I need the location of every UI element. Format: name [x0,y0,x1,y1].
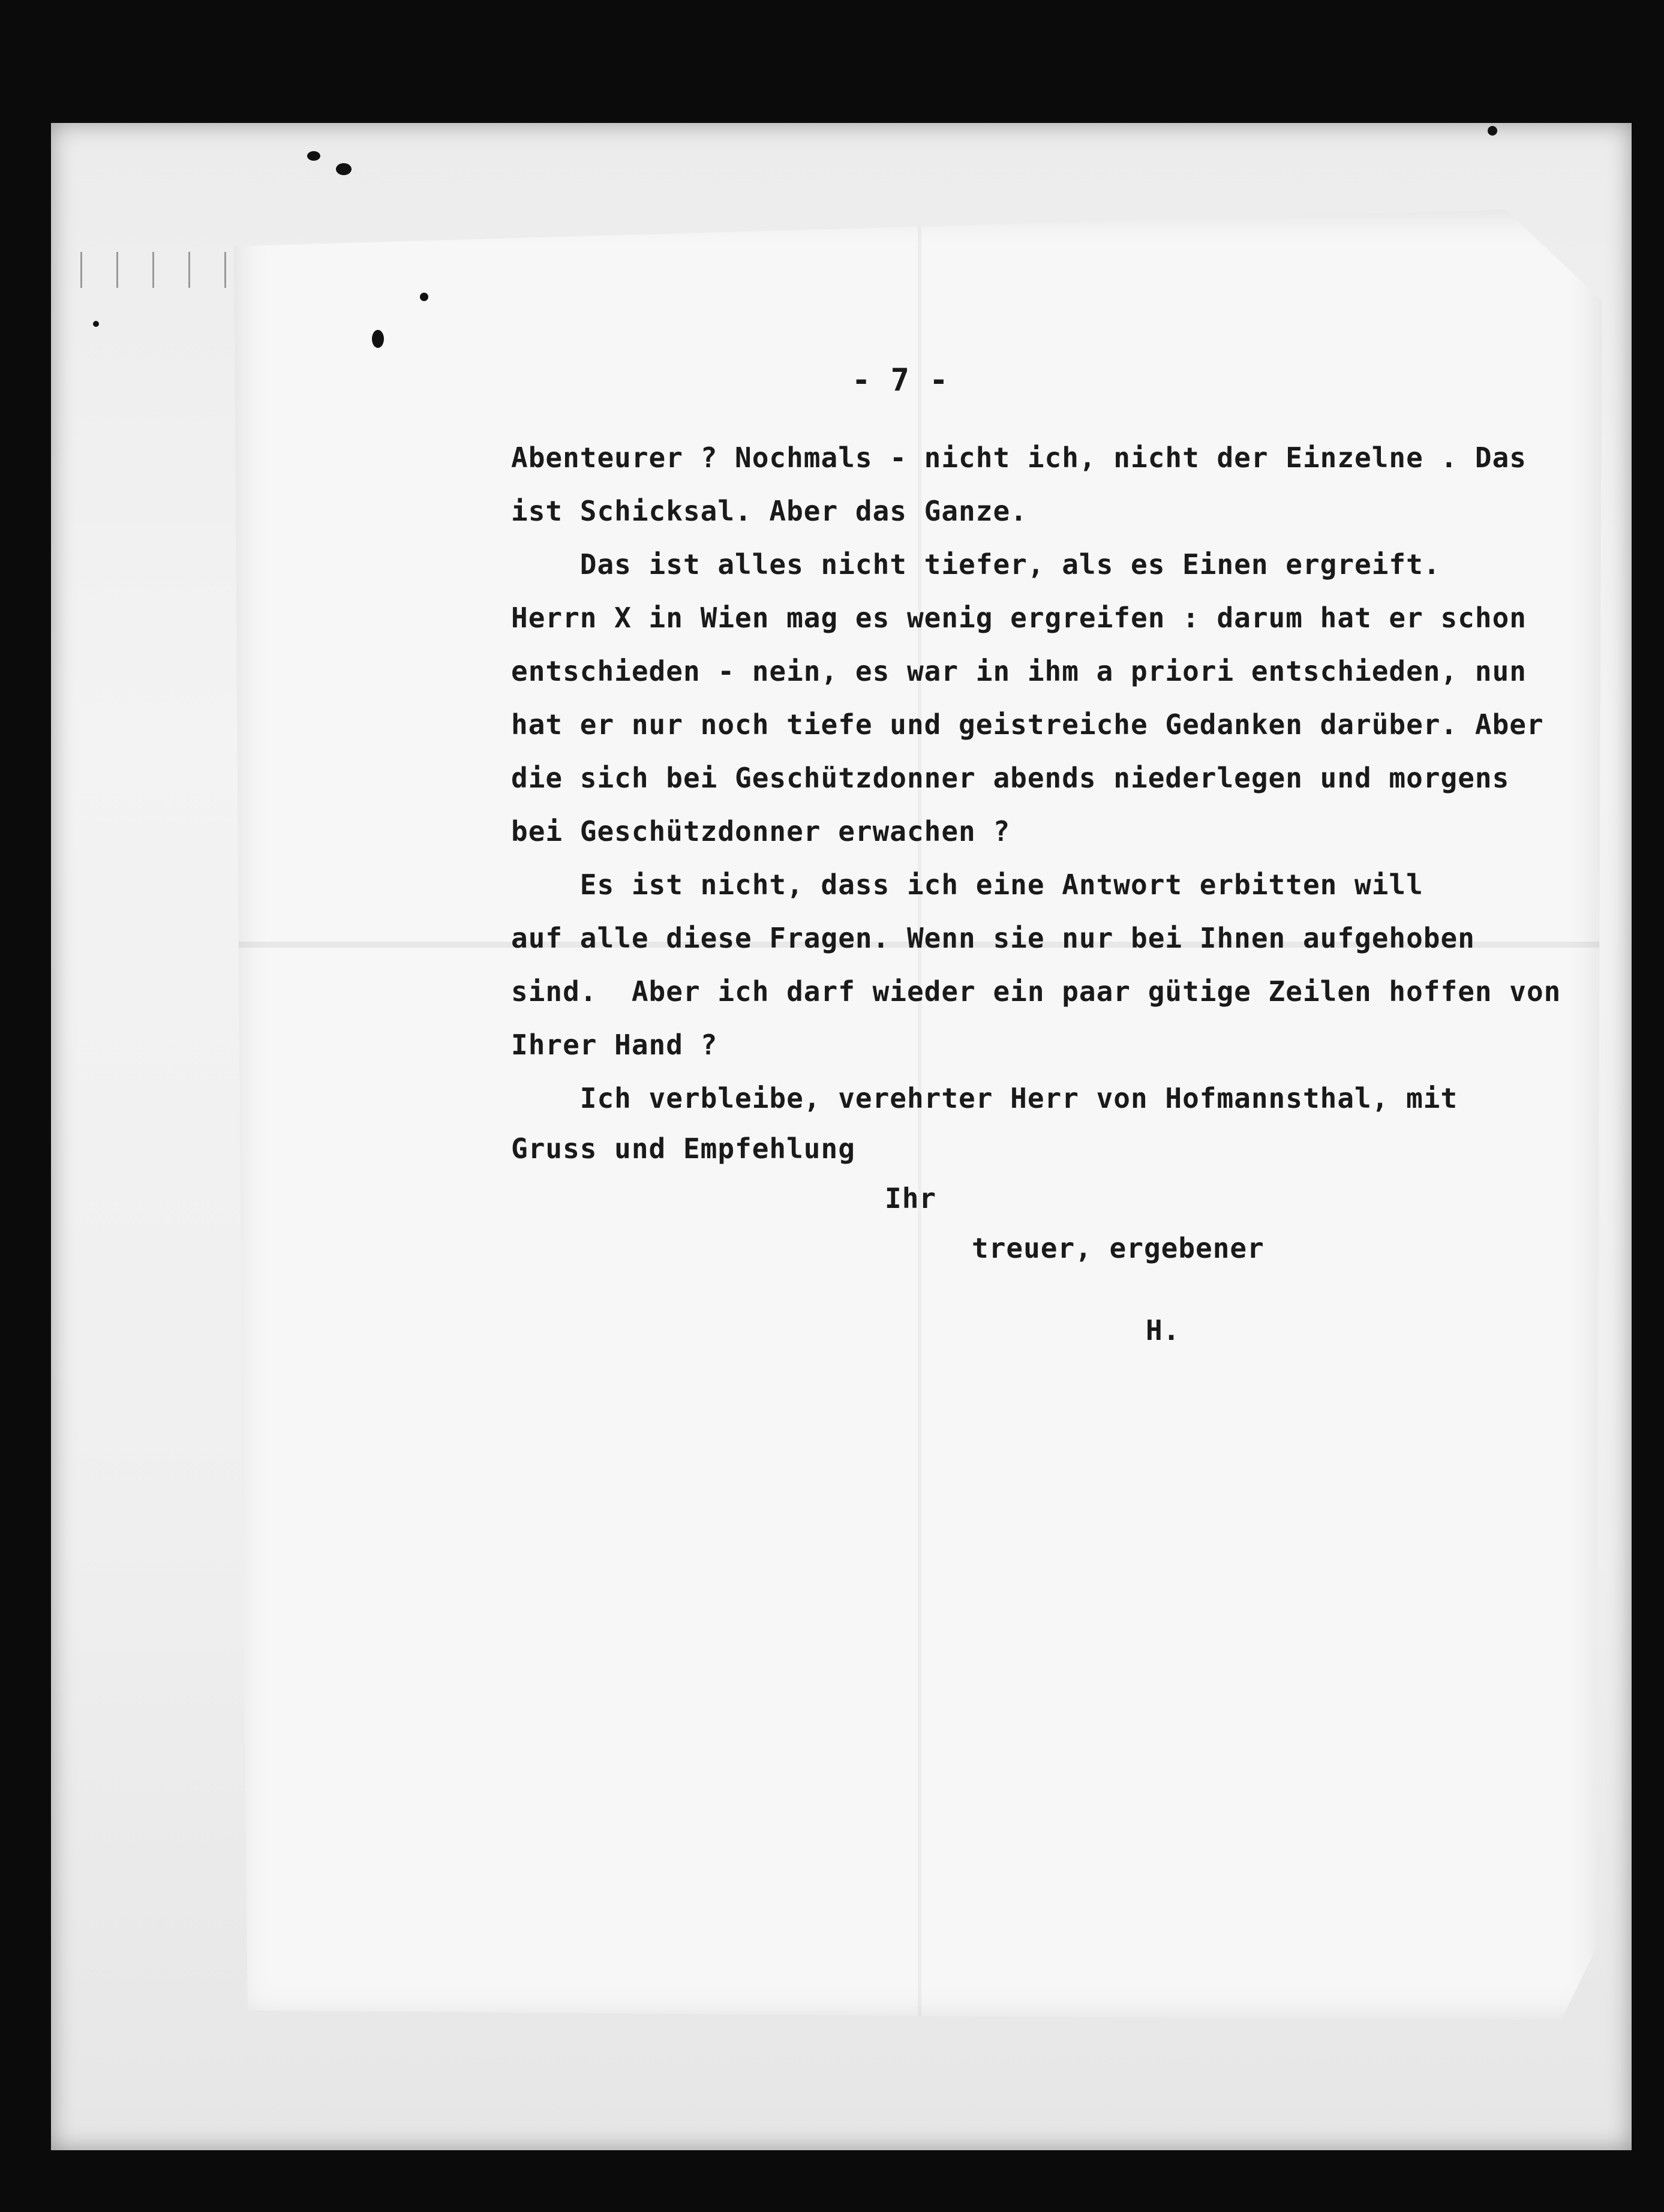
speck [1488,126,1497,136]
text-line: Ich verbleibe, verehrter Herr von Hofmannsthal, mit [511,1082,1458,1114]
text-line: Gruss und Empfehlung [511,1132,855,1165]
text-line: Ihrer Hand ? [511,1029,718,1061]
text-line: bei Geschützdonner erwachen ? [511,815,1011,847]
speck [420,293,428,301]
text-line: Abenteurer ? Nochmals - nicht ich, nicht der Einzelne . Das [511,441,1527,474]
text-line: Es ist nicht, dass ich eine Antwort erbitten will [511,868,1423,901]
text-line: entschieden - nein, es war in ihm a priori entschieden, nun [511,655,1527,687]
text-line: auf alle diese Fragen. Wenn sie nur bei Ihnen aufgehoben [511,922,1475,954]
speck [336,163,352,175]
text-line: die sich bei Geschützdonner abends niederlegen und morgens [511,762,1510,794]
text-line: ist Schicksal. Aber das Ganze. [511,495,1028,527]
text-line: hat er nur noch tiefe und geistreiche Gedanken darüber. Aber [511,708,1544,741]
letter-sheet [234,210,1602,2021]
text-line: Herrn X in Wien mag es wenig ergreifen : darum hat er schon [511,602,1527,634]
speck [93,321,99,327]
speck [372,330,384,348]
page-number: - 7 - [852,362,949,398]
text-line: Das ist alles nicht tiefer, als es Einen ergreift. [511,548,1441,581]
fold-line [918,210,921,2021]
closing-salutation: Ihr [885,1182,937,1215]
signature-initial: H. [1146,1314,1181,1347]
speck [307,151,320,161]
text-line: sind. Aber ich darf wieder ein paar gütige Zeilen hoffen von [511,975,1561,1008]
closing-valediction: treuer, ergebener [972,1232,1264,1264]
